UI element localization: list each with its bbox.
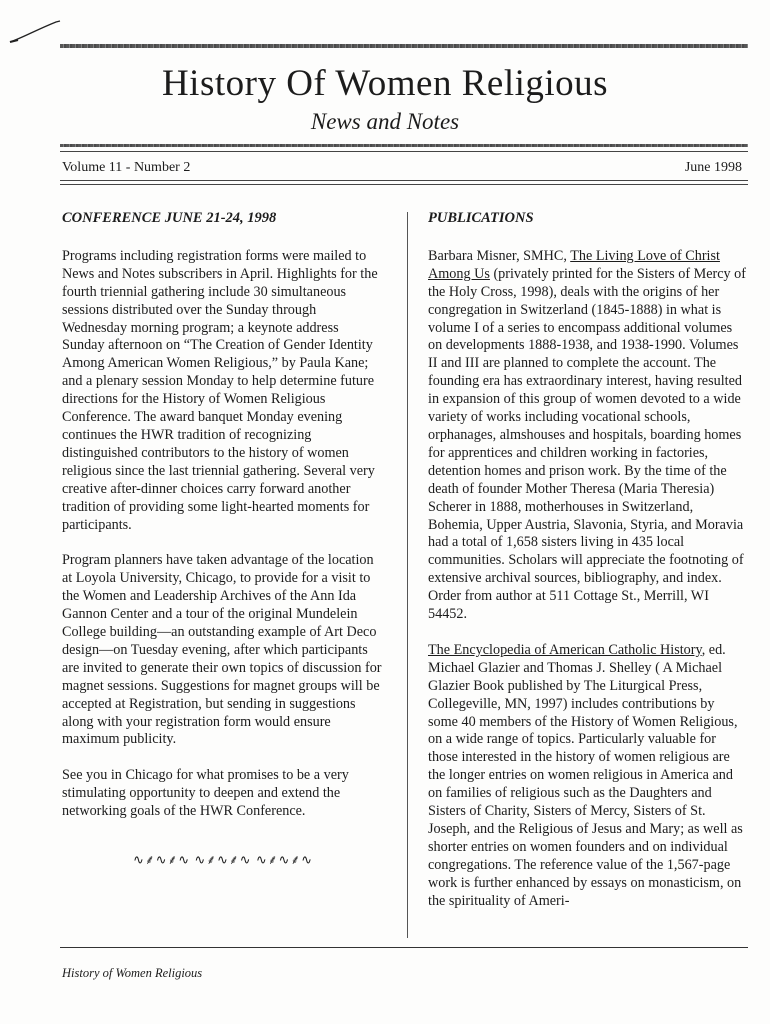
- footer-rule: [60, 947, 748, 948]
- author-name: Barbara Misner, SMHC,: [428, 247, 571, 264]
- volume-number: Volume 11 - Number 2: [62, 160, 191, 175]
- right-column: [428, 210, 746, 929]
- decorative-ornament: ∿⸙∿⸙∿ ∿⸙∿⸙∿ ∿⸙∿⸙∿: [132, 852, 314, 868]
- publication-description: , ed. Michael Glazier and Thomas J. Shelley ( A Michael Glazier Book published by The Liturgical Press, Collegeville, MN, 1997) includes contributions by some 40 members of the History of Women Religious, on a wide range of topics. Particularly valuable for those interested in the history of women religious are the longer entries on women religious in America and on families of religious such as the Daughters and Sisters of Charity, Sisters of Mercy, Sisters of St. Joseph, and the Religious of Jesus and Mary; as well as shorter entries on women founders and on individual congregations. The reference value of the 1,567-page work is further enhanced by essays on monasticism, on the spirituality of Ameri-: [428, 641, 743, 909]
- conference-paragraph-2: Program planners have taken advantage of the location at Loyola University, Chicago, to provide for a visit to the Women and Leadership Archives of the Ann Ida Gannon Center and a tour of the original Mundelein College building—an outstanding example of Art Deco design—on Tuesday evening, after which participants are invited to generate their own topics of discussion for magnet sessions. Suggestions for magnet groups will be accepted at Registration, but sending in suggestions along with your registration form would ensure maximum publicity.: [62, 552, 382, 748]
- issue-line-rule: [60, 180, 748, 181]
- conference-paragraph-1: Programs including registration forms were mailed to News and Notes subscribers in April. Highlights for the fourth triennial gathering include 30 simultaneous sessions distributed over the Sunday through Wednesday morning program; a keynote address Sunday afternoon on “The Creation of Gender Identity Among American Women Religious,” by Paula Kane; and a plenary session Monday to help determine future directions for the History of Women Religious Conference. The award banquet Monday evening continues the HWR tradition of recognizing distinguished contributors to the history of women religious since the last triennial gathering. Several very creative after-dinner choices carry forward another tradition of providing some light-hearted moments for participants.: [62, 247, 378, 533]
- publication-entry-misner: [428, 248, 746, 624]
- footer-title: History of Women Religious: [62, 966, 203, 980]
- conference-heading: CONFERENCE JUNE 21-24, 1998: [62, 210, 277, 226]
- book-title: The Living Love of Christ Among Us: [428, 247, 720, 282]
- issue-date: June 1998: [684, 160, 742, 175]
- issue-line-rule-2: [60, 184, 748, 185]
- publication-entry-encyclopedia: [428, 642, 746, 911]
- masthead-title: History Of Women Religious: [161, 63, 609, 104]
- conference-paragraph-3: See you in Chicago for what promises to be a very stimulating opportunity to deepen and extend the networking goals of the HWR Conference.: [62, 767, 349, 820]
- masthead-bottom-thin-rule: [60, 151, 748, 152]
- masthead-subtitle: News and Notes: [310, 109, 460, 134]
- pen-mark-scribble: [8, 18, 68, 48]
- masthead-bottom-rule: [60, 144, 748, 147]
- publication-description: (privately printed for the Sisters of Mercy of the Holy Cross, 1998), deals with the origins of her congregation in Switzerland (1845-1888) in what is volume I of a series to encompass additional volumes on developments 1888-1938, and 1938-1990. Volumes II and III are planned to complete the account. The founding era has extraordinary interest, having resulted in expansion of this group of women devoted to a wide variety of works including vocational schools, orphanages, almshouses and hospitals, boarding homes for apprentices and children working in factories, detention homes and prison work. By the time of the death of founder Mother Theresa (Maria Theresia) Scherer in 1888, motherhouses in Switzerland, Bohemia, Upper Austria, Slavonia, Styria, and Moravia had a total of 1,658 sisters living in 435 local communities. Scholars will appreciate the footnoting of extensive archival sources, bibliography, and index. Order from author at 511 Cottage St., Merrill, WI 54452.: [428, 265, 746, 623]
- left-column: [62, 210, 384, 869]
- masthead-top-rule: [60, 44, 748, 48]
- publications-heading: PUBLICATIONS: [428, 210, 534, 226]
- book-title: The Encyclopedia of American Catholic History: [428, 641, 702, 658]
- column-divider: [407, 212, 408, 938]
